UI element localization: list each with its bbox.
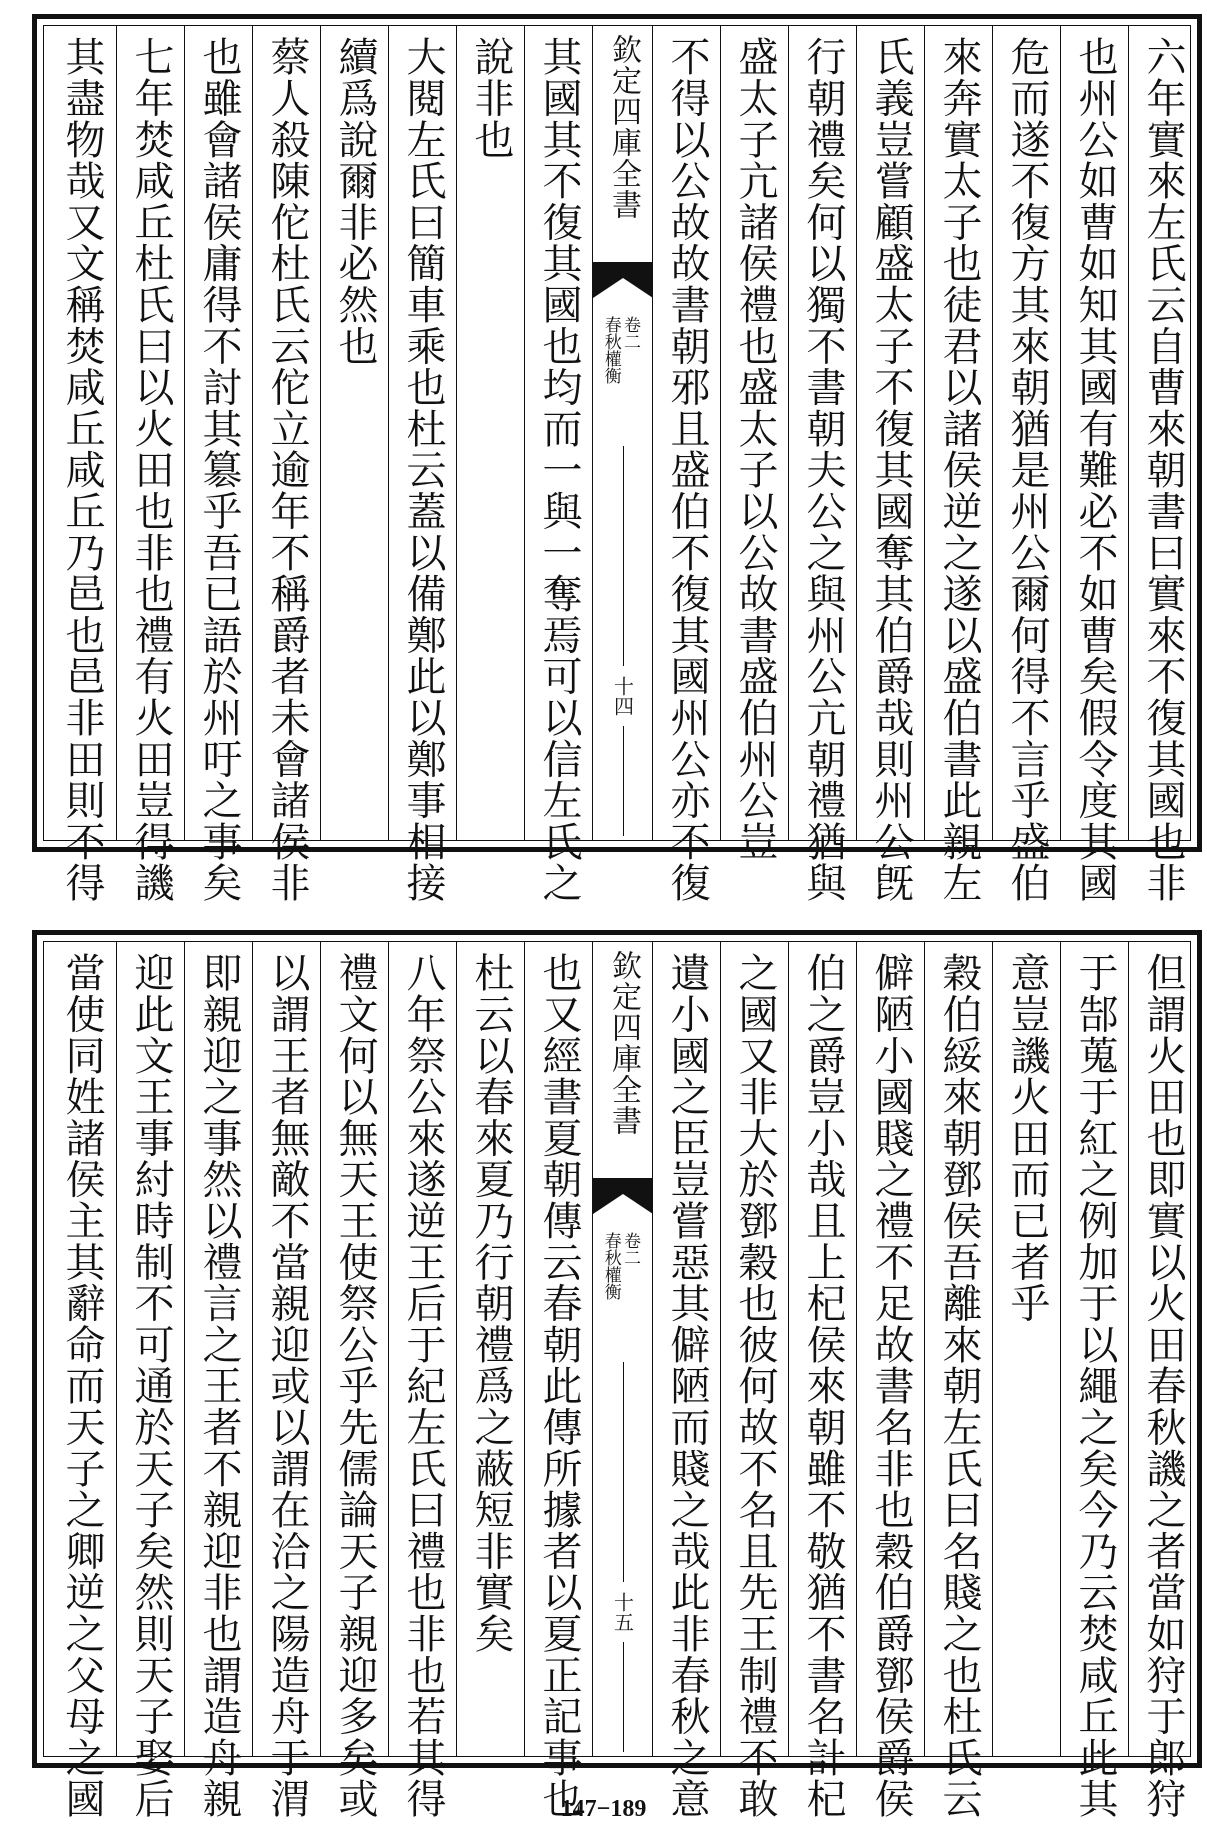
text-column (652, 26, 721, 904)
column-text: 當使同姓諸侯主其辭命而天子之卿逆之父母之國 (59, 952, 105, 1820)
text-column (116, 942, 185, 1820)
column-text: 以謂王者無敵不當親迎或以謂在洽之陽造舟于渭 (264, 952, 310, 1820)
fish-tail-mark-icon (593, 262, 653, 298)
spine-rule (623, 1362, 624, 1582)
column-text: 說非也 (468, 36, 514, 160)
book-spine (592, 942, 653, 1756)
footer-page-number: 147−189 (560, 1796, 647, 1822)
column-text: 于郜蒐于紅之例加于以繩之矣今乃云焚咸丘此其 (1072, 952, 1118, 1820)
text-column (992, 942, 1061, 1756)
fish-tail-mark-icon (593, 1178, 653, 1214)
text-column (388, 26, 457, 904)
text-column (388, 942, 457, 1820)
text-column (48, 26, 116, 904)
column-text: 僻陋小國賤之禮不足故書名非也穀伯爵鄧侯爵侯 (868, 952, 914, 1820)
text-column (720, 942, 789, 1820)
column-text: 也州公如曹如知其國有難必不如曹矣假令度其國 (1072, 36, 1118, 904)
text-column (252, 26, 321, 904)
column-text: 意豈譏火田而已者乎 (1004, 952, 1050, 1324)
spine-volume: 卷二 (620, 316, 640, 350)
column-text: 氏義豈嘗顧盛太子不復其國奪其伯爵哉則州公旣 (868, 36, 914, 904)
text-column (116, 26, 185, 904)
column-text: 穀伯綏來朝鄧侯吾離來朝左氏曰名賤之也杜氏云 (936, 952, 982, 1820)
column-text: 七年焚咸丘杜氏曰以火田也非也禮有火田豈得譏 (128, 36, 174, 904)
text-column (924, 942, 993, 1820)
book-spine (592, 26, 653, 840)
text-column (456, 26, 525, 840)
text-column (924, 26, 993, 904)
column-text: 遺小國之臣豈嘗惡其僻陋而賤之哉此非春秋之意 (664, 952, 710, 1820)
column-text: 蔡人殺陳佗杜氏云佗立逾年不稱爵者未會諸侯非 (264, 36, 310, 904)
spine-rule (623, 446, 624, 666)
column-text: 也雖會諸侯庸得不討其簒乎吾已語於州吁之事矣 (196, 36, 242, 904)
text-column (992, 26, 1061, 904)
text-column (720, 26, 789, 862)
column-text: 續爲說爾非必然也 (332, 36, 378, 367)
spine-page-number: 十四 (610, 676, 635, 716)
column-text: 其盡物哉又文稱焚咸丘咸丘乃邑也邑非田則不得 (59, 36, 105, 904)
column-text: 危而遂不復方其來朝猶是州公爾何得不言乎盛伯 (1004, 36, 1050, 904)
text-column (184, 942, 253, 1820)
column-text: 也又經書夏朝傳云春朝此傳所據者以夏正記事也 (536, 952, 582, 1820)
text-column (652, 942, 721, 1820)
column-text: 迎此文王事紂時制不可通於天子矣然則天子娶后 (128, 952, 174, 1820)
text-column (524, 26, 593, 904)
text-column (1060, 942, 1129, 1820)
column-text: 來奔實太子也徒君以諸侯逆之遂以盛伯書此親左 (936, 36, 982, 904)
column-text: 不得以公故故書朝邪且盛伯不復其國州公亦不復 (664, 36, 710, 904)
spine-rule (623, 1642, 624, 1752)
column-text: 行朝禮矣何以獨不書朝夫公之與州公亢朝禮猶與 (800, 36, 846, 904)
spine-page-number: 十五 (610, 1592, 635, 1632)
spine-rule (623, 726, 624, 836)
spine-title: 欽定四庫全書 (606, 34, 641, 220)
text-column (184, 26, 253, 904)
text-column (48, 942, 116, 1820)
text-column (320, 942, 389, 1820)
text-column (788, 942, 857, 1820)
column-text: 盛太子亢諸侯禮也盛太子以公故書盛伯州公豈 (732, 36, 778, 862)
spine-book-title: 春秋權衡 (600, 1232, 621, 1300)
text-column (524, 942, 593, 1820)
column-text: 之國又非大於鄧穀也彼何故不名且先王制禮不敢 (732, 952, 778, 1820)
text-column (252, 942, 321, 1820)
column-text: 大閱左氏曰簡車乘也杜云蓋以備鄭此以鄭事相接 (400, 36, 446, 904)
column-text: 其國其不復其國也均而一與一奪焉可以信左氏之 (536, 36, 582, 904)
spine-volume: 卷二 (620, 1232, 640, 1266)
column-text: 即親迎之事然以禮言之王者不親迎非也謂造舟親 (196, 952, 242, 1820)
text-column (856, 26, 925, 904)
text-column (788, 26, 857, 904)
column-text: 禮文何以無天王使祭公乎先儒論天子親迎多矣或 (332, 952, 378, 1820)
text-column (1060, 26, 1129, 904)
column-text: 八年祭公來遂逆王后于紀左氏曰禮也非也若其得 (400, 952, 446, 1820)
top-page (32, 14, 1202, 904)
spine-book-title: 春秋權衡 (600, 316, 621, 384)
text-column (456, 942, 525, 1756)
column-text: 但謂火田也即實以火田春秋譏之者當如狩于郎狩 (1140, 952, 1186, 1820)
text-column (1128, 942, 1197, 1820)
spine-title: 欽定四庫全書 (606, 950, 641, 1136)
text-column (856, 942, 925, 1820)
text-column (1128, 26, 1197, 904)
column-text: 六年實來左氏云自曹來朝書曰實來不復其國也非 (1140, 36, 1186, 904)
text-column (320, 26, 389, 840)
top-page-frame (43, 25, 1191, 904)
column-text: 伯之爵豈小哉且上杞侯來朝雖不敬猶不書名計杞 (800, 952, 846, 1820)
column-text: 杜云以春來夏乃行朝禮爲之蔽短非實矣 (468, 952, 514, 1655)
